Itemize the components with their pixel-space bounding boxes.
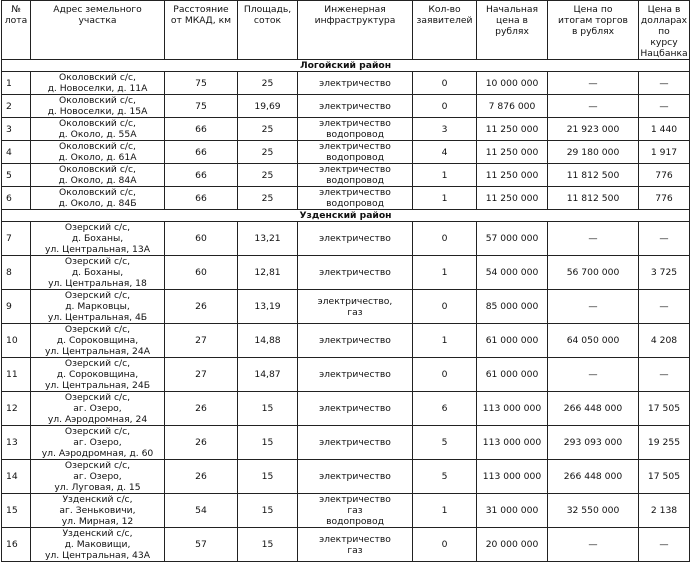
- applicants-cell: 0: [413, 222, 477, 256]
- final-price-cell: 29 180 000: [548, 141, 639, 164]
- distance-cell: 66: [165, 141, 238, 164]
- distance-cell: 75: [165, 72, 238, 95]
- area-cell: 15: [238, 494, 298, 528]
- final-price-cell: 11 812 500: [548, 164, 639, 187]
- address-cell: Узденский с/с, аг. Зеньковичи, ул. Мирная, 12: [31, 494, 165, 528]
- table-row: [2, 187, 690, 210]
- usd-price-cell: —: [639, 95, 690, 118]
- final-price-cell: —: [548, 72, 639, 95]
- table-row: [2, 528, 690, 562]
- final-price-cell: 56 700 000: [548, 256, 639, 290]
- start-price-cell: 113 000 000: [477, 392, 548, 426]
- final-price-cell: 11 812 500: [548, 187, 639, 210]
- infrastructure-cell: электричество водопровод: [298, 118, 413, 141]
- final-price-cell: 21 923 000: [548, 118, 639, 141]
- table-row: [2, 164, 690, 187]
- area-cell: 25: [238, 72, 298, 95]
- address-cell: Озерский с/с, д. Боханы, ул. Центральная, 13А: [31, 222, 165, 256]
- area-cell: 12,81: [238, 256, 298, 290]
- usd-price-cell: —: [639, 222, 690, 256]
- lot-number-cell: 14: [2, 460, 31, 494]
- usd-price-cell: 776: [639, 187, 690, 210]
- address-cell: Озерский с/с, аг. Озеро, ул. Аэродромная, д. 60: [31, 426, 165, 460]
- infrastructure-cell: электричество: [298, 95, 413, 118]
- address-cell: Околовский с/с, д. Новоселки, д. 11А: [31, 72, 165, 95]
- lot-number-cell: 15: [2, 494, 31, 528]
- table-row: [2, 290, 690, 324]
- start-price-cell: 31 000 000: [477, 494, 548, 528]
- start-price-cell: 7 876 000: [477, 95, 548, 118]
- table-row: [2, 118, 690, 141]
- start-price-cell: 61 000 000: [477, 324, 548, 358]
- start-price-cell: 11 250 000: [477, 164, 548, 187]
- table-row: [2, 392, 690, 426]
- header-distance: Расстояние от МКАД, км: [165, 1, 238, 60]
- distance-cell: 60: [165, 256, 238, 290]
- area-cell: 13,19: [238, 290, 298, 324]
- infrastructure-cell: электричество: [298, 72, 413, 95]
- infrastructure-cell: электричество: [298, 256, 413, 290]
- address-cell: Озерский с/с, д. Сороковщина, ул. Центральная, 24Б: [31, 358, 165, 392]
- usd-price-cell: 19 255: [639, 426, 690, 460]
- region-row: [2, 60, 690, 72]
- distance-cell: 54: [165, 494, 238, 528]
- infrastructure-cell: электричество водопровод: [298, 141, 413, 164]
- auction-results-table: [1, 0, 690, 562]
- table-row: [2, 95, 690, 118]
- header-final-price: Цена по итогам торгов в рублях: [548, 1, 639, 60]
- lot-number-cell: 5: [2, 164, 31, 187]
- start-price-cell: 11 250 000: [477, 141, 548, 164]
- area-cell: 25: [238, 118, 298, 141]
- start-price-cell: 20 000 000: [477, 528, 548, 562]
- header-lot-number: № лота: [2, 1, 31, 60]
- address-cell: Озерский с/с, д. Боханы, ул. Центральная, 18: [31, 256, 165, 290]
- usd-price-cell: —: [639, 72, 690, 95]
- infrastructure-cell: электричество газ: [298, 528, 413, 562]
- header-applicants: Кол-во заявителей: [413, 1, 477, 60]
- applicants-cell: 6: [413, 392, 477, 426]
- table-row: [2, 256, 690, 290]
- applicants-cell: 5: [413, 460, 477, 494]
- infrastructure-cell: электричество водопровод: [298, 187, 413, 210]
- lot-number-cell: 9: [2, 290, 31, 324]
- address-cell: Околовский с/с, д. Около, д. 84А: [31, 164, 165, 187]
- address-cell: Озерский с/с, аг. Озеро, ул. Луговая, д. 15: [31, 460, 165, 494]
- usd-price-cell: 1 440: [639, 118, 690, 141]
- usd-price-cell: 17 505: [639, 460, 690, 494]
- table-row: [2, 324, 690, 358]
- distance-cell: 27: [165, 324, 238, 358]
- distance-cell: 66: [165, 187, 238, 210]
- area-cell: 15: [238, 426, 298, 460]
- infrastructure-cell: электричество газ водопровод: [298, 494, 413, 528]
- table-row: [2, 222, 690, 256]
- distance-cell: 75: [165, 95, 238, 118]
- header-area: Площадь, соток: [238, 1, 298, 60]
- applicants-cell: 0: [413, 95, 477, 118]
- lot-number-cell: 12: [2, 392, 31, 426]
- applicants-cell: 0: [413, 358, 477, 392]
- region-row: [2, 210, 690, 222]
- table-row: [2, 426, 690, 460]
- infrastructure-cell: электричество: [298, 426, 413, 460]
- distance-cell: 57: [165, 528, 238, 562]
- infrastructure-cell: электричество водопровод: [298, 164, 413, 187]
- infrastructure-cell: электричество: [298, 358, 413, 392]
- usd-price-cell: 3 725: [639, 256, 690, 290]
- lot-number-cell: 4: [2, 141, 31, 164]
- usd-price-cell: 2 138: [639, 494, 690, 528]
- final-price-cell: —: [548, 222, 639, 256]
- address-cell: Озерский с/с, д. Сороковщина, ул. Центральная, 24А: [31, 324, 165, 358]
- applicants-cell: 5: [413, 426, 477, 460]
- table-row: [2, 141, 690, 164]
- final-price-cell: 293 093 000: [548, 426, 639, 460]
- table-row: [2, 72, 690, 95]
- infrastructure-cell: электричество, газ: [298, 290, 413, 324]
- lot-number-cell: 2: [2, 95, 31, 118]
- area-cell: 13,21: [238, 222, 298, 256]
- final-price-cell: —: [548, 528, 639, 562]
- address-cell: Околовский с/с, д. Около, д. 61А: [31, 141, 165, 164]
- lot-number-cell: 1: [2, 72, 31, 95]
- start-price-cell: 61 000 000: [477, 358, 548, 392]
- start-price-cell: 113 000 000: [477, 426, 548, 460]
- start-price-cell: 85 000 000: [477, 290, 548, 324]
- final-price-cell: 266 448 000: [548, 392, 639, 426]
- area-cell: 15: [238, 460, 298, 494]
- region-heading-logoisk: Логойский район: [2, 60, 690, 72]
- start-price-cell: 57 000 000: [477, 222, 548, 256]
- address-cell: Узденский с/с, д. Маковищи, ул. Центральная, 43А: [31, 528, 165, 562]
- applicants-cell: 0: [413, 528, 477, 562]
- lot-number-cell: 3: [2, 118, 31, 141]
- applicants-cell: 0: [413, 72, 477, 95]
- area-cell: 19,69: [238, 95, 298, 118]
- lot-number-cell: 8: [2, 256, 31, 290]
- start-price-cell: 54 000 000: [477, 256, 548, 290]
- infrastructure-cell: электричество: [298, 222, 413, 256]
- region-heading-uzda: Узденский район: [2, 210, 690, 222]
- header-infrastructure: Инженерная инфраструктура: [298, 1, 413, 60]
- address-cell: Околовский с/с, д. Около, д. 84Б: [31, 187, 165, 210]
- address-cell: Озерский с/с, д. Марковцы, ул. Центральная, 4Б: [31, 290, 165, 324]
- header-usd-price: Цена в долларах по курсу Нацбанка: [639, 1, 690, 60]
- start-price-cell: 11 250 000: [477, 118, 548, 141]
- applicants-cell: 1: [413, 256, 477, 290]
- applicants-cell: 3: [413, 118, 477, 141]
- table-row: [2, 460, 690, 494]
- distance-cell: 66: [165, 118, 238, 141]
- lot-number-cell: 6: [2, 187, 31, 210]
- address-cell: Околовский с/с, д. Около, д. 55А: [31, 118, 165, 141]
- lot-number-cell: 7: [2, 222, 31, 256]
- area-cell: 14,87: [238, 358, 298, 392]
- area-cell: 15: [238, 392, 298, 426]
- applicants-cell: 4: [413, 141, 477, 164]
- header-row: [2, 1, 690, 60]
- distance-cell: 66: [165, 164, 238, 187]
- distance-cell: 26: [165, 290, 238, 324]
- start-price-cell: 11 250 000: [477, 187, 548, 210]
- lot-number-cell: 10: [2, 324, 31, 358]
- lot-number-cell: 11: [2, 358, 31, 392]
- applicants-cell: 1: [413, 324, 477, 358]
- final-price-cell: 64 050 000: [548, 324, 639, 358]
- usd-price-cell: 1 917: [639, 141, 690, 164]
- final-price-cell: —: [548, 358, 639, 392]
- address-cell: Озерский с/с, аг. Озеро, ул. Аэродромная, 24: [31, 392, 165, 426]
- applicants-cell: 0: [413, 290, 477, 324]
- lot-number-cell: 13: [2, 426, 31, 460]
- distance-cell: 26: [165, 460, 238, 494]
- usd-price-cell: —: [639, 528, 690, 562]
- usd-price-cell: 4 208: [639, 324, 690, 358]
- usd-price-cell: 17 505: [639, 392, 690, 426]
- start-price-cell: 10 000 000: [477, 72, 548, 95]
- table-row: [2, 494, 690, 528]
- distance-cell: 26: [165, 392, 238, 426]
- header-address: Адрес земельного участка: [31, 1, 165, 60]
- table-row: [2, 358, 690, 392]
- start-price-cell: 113 000 000: [477, 460, 548, 494]
- usd-price-cell: —: [639, 290, 690, 324]
- area-cell: 25: [238, 141, 298, 164]
- infrastructure-cell: электричество: [298, 324, 413, 358]
- final-price-cell: —: [548, 95, 639, 118]
- infrastructure-cell: электричество: [298, 392, 413, 426]
- distance-cell: 60: [165, 222, 238, 256]
- area-cell: 25: [238, 164, 298, 187]
- area-cell: 14,88: [238, 324, 298, 358]
- usd-price-cell: —: [639, 358, 690, 392]
- infrastructure-cell: электричество: [298, 460, 413, 494]
- address-cell: Околовский с/с, д. Новоселки, д. 15А: [31, 95, 165, 118]
- applicants-cell: 1: [413, 164, 477, 187]
- usd-price-cell: 776: [639, 164, 690, 187]
- applicants-cell: 1: [413, 494, 477, 528]
- lot-number-cell: 16: [2, 528, 31, 562]
- distance-cell: 26: [165, 426, 238, 460]
- final-price-cell: 32 550 000: [548, 494, 639, 528]
- applicants-cell: 1: [413, 187, 477, 210]
- area-cell: 25: [238, 187, 298, 210]
- header-start-price: Начальная цена в рублях: [477, 1, 548, 60]
- final-price-cell: 266 448 000: [548, 460, 639, 494]
- distance-cell: 27: [165, 358, 238, 392]
- area-cell: 15: [238, 528, 298, 562]
- final-price-cell: —: [548, 290, 639, 324]
